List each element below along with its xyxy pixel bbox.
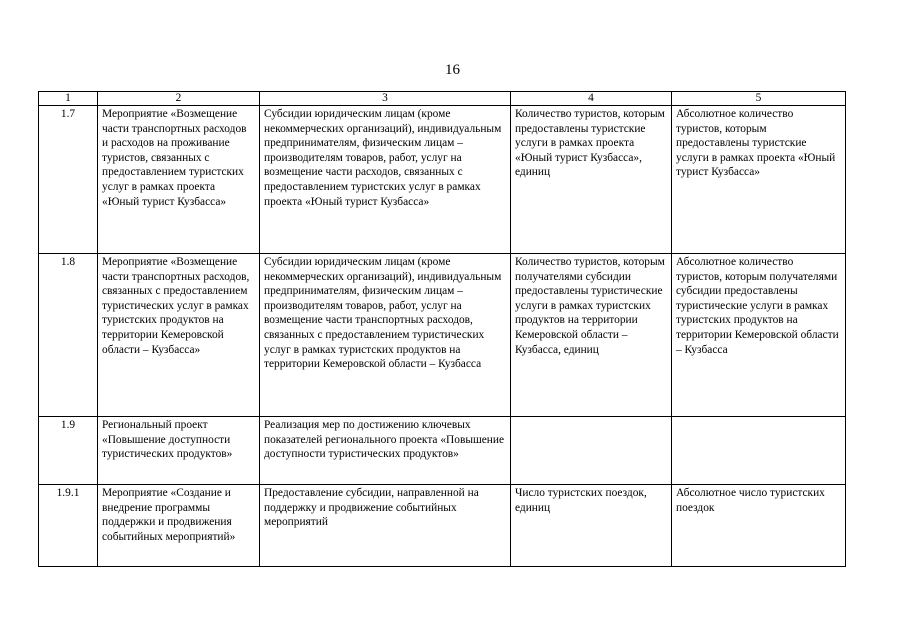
header-cell-4: 4 xyxy=(511,92,672,106)
event-cell: Региональный проект «Повышение доступности туристических продуктов» xyxy=(98,417,260,485)
header-cell-5: 5 xyxy=(672,92,846,106)
indicator-cell: Количество туристов, которым предоставлены туристские услуги в рамках проекта «Юный турист Кузбасса», единиц xyxy=(511,106,672,254)
event-cell: Мероприятие «Возмещение части транспортных расходов и расходов на проживание туристов, связанных с предоставлением туристских услуг в рамках проекта «Юный турист Кузбасса» xyxy=(98,106,260,254)
table-row xyxy=(39,106,846,254)
header-row xyxy=(39,92,846,106)
method-cell xyxy=(672,417,846,485)
description-cell: Субсидии юридическим лицам (кроме некоммерческих организаций), индивидуальным предпринимателям, физическим лицам – производителям товаров, работ, услуг на возмещение части расходов, связанных с предоставлением туристских услуг в рамках проекта «Юный турист Кузбасса» xyxy=(260,106,511,254)
description-cell: Предоставление субсидии, направленной на поддержку и продвижение событийных мероприятий xyxy=(260,485,511,567)
table-row xyxy=(39,254,846,417)
row-number: 1.7 xyxy=(39,106,98,254)
indicator-cell xyxy=(511,417,672,485)
header-cell-3: 3 xyxy=(260,92,511,106)
page-number: 16 xyxy=(445,62,460,78)
description-cell: Субсидии юридическим лицам (кроме некоммерческих организаций), индивидуальным предпринимателям, физическим лицам – производителям товаров, работ, услуг на возмещение части транспортных расходов, связанных с предоставлением туристических услуг в рамках туристских продуктов на территории Кемеровской области – Кузбасса xyxy=(260,254,511,417)
header-cell-2: 2 xyxy=(98,92,260,106)
row-number: 1.9 xyxy=(39,417,98,485)
method-cell: Абсолютное количество туристов, которым получателями субсидии предоставлены туристические услуги в рамках туристских продуктов на территории Кемеровской области – Кузбасса xyxy=(672,254,846,417)
table-row xyxy=(39,417,846,485)
method-cell: Абсолютное количество туристов, которым предоставлены туристские услуги в рамках проекта «Юный турист Кузбасса» xyxy=(672,106,846,254)
method-cell: Абсолютное число туристских поездок xyxy=(672,485,846,567)
header-cell-1: 1 xyxy=(39,92,98,106)
event-cell: Мероприятие «Возмещение части транспортных расходов, связанных с предоставлением туристических услуг в рамках туристских продуктов на территории Кемеровской области – Кузбасса» xyxy=(98,254,260,417)
indicator-cell: Количество туристов, которым получателями субсидии предоставлены туристические услуги в рамках туристских продуктов на территории Кемеровской области – Кузбасса, единиц xyxy=(511,254,672,417)
measures-table xyxy=(38,91,846,567)
event-cell: Мероприятие «Создание и внедрение программы поддержки и продвижения событийных мероприятий» xyxy=(98,485,260,567)
description-cell: Реализация мер по достижению ключевых показателей регионального проекта «Повышение доступности туристических продуктов» xyxy=(260,417,511,485)
indicator-cell: Число туристских поездок, единиц xyxy=(511,485,672,567)
table-row xyxy=(39,485,846,567)
row-number: 1.9.1 xyxy=(39,485,98,567)
row-number: 1.8 xyxy=(39,254,98,417)
